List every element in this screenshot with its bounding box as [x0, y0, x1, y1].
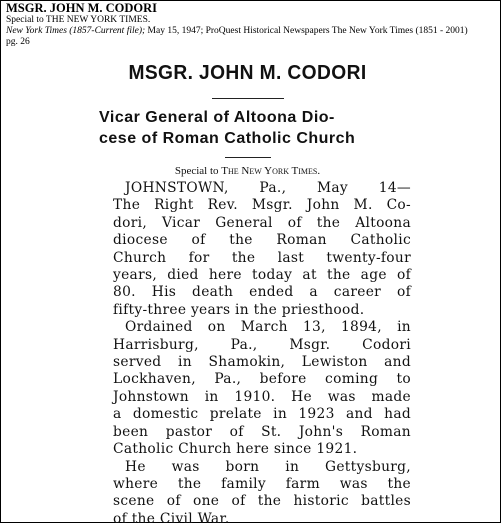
body-line: Catholic Church here since 1921. — [113, 441, 411, 458]
body-line: a domestic prelate in 1923 and had — [113, 406, 411, 423]
deck-divider — [225, 157, 271, 158]
article-deck — [99, 107, 410, 149]
citation-source-publication: New York Times (1857-Current file); — [6, 26, 145, 36]
body-line: Church for the last twenty-four — [113, 250, 411, 267]
article-clipping — [85, 60, 410, 528]
body-line: years, died here today at the age of — [113, 267, 411, 284]
paragraph-3 — [113, 459, 411, 528]
body-line: The Right Rev. Msgr. John M. Co- — [113, 197, 411, 214]
headline-divider — [212, 98, 284, 99]
article-body — [113, 180, 411, 528]
special-credit-prefix: Special to — [175, 165, 221, 177]
citation-title: MSGR. JOHN M. CODORI — [6, 2, 498, 15]
deck-line: Vicar General of Altoona Dio- — [99, 107, 410, 128]
body-line: been pastor of St. John's Roman — [113, 424, 411, 441]
body-line: scene of one of the historic battles — [113, 493, 411, 510]
body-line: of the Civil War. — [113, 511, 411, 528]
body-line: Ordained on March 13, 1894, in — [113, 319, 411, 336]
special-credit-paper: The New York Times. — [221, 165, 320, 177]
paragraph-2 — [113, 319, 411, 458]
article-headline: MSGR. JOHN M. CODORI — [92, 60, 404, 86]
body-line: diocese of the Roman Catholic — [113, 232, 411, 249]
body-line: Lockhaven, Pa., before coming to — [113, 371, 411, 388]
citation-source-details: May 15, 1947; ProQuest Historical Newspapers The New York Times (1851 - 2001) — [145, 26, 468, 36]
body-line: JOHNSTOWN, Pa., May 14— — [113, 180, 411, 197]
body-line: dori, Vicar General of the Altoona — [113, 215, 411, 232]
body-line: He was born in Gettysburg, — [113, 459, 411, 476]
body-line: 80. His death ended a career of — [113, 284, 411, 301]
body-line: served in Shamokin, Lewiston and — [113, 354, 411, 371]
citation-page: pg. 26 — [6, 37, 498, 48]
citation-source — [6, 26, 498, 37]
paragraph-1 — [113, 180, 411, 319]
deck-line: cese of Roman Catholic Church — [99, 128, 410, 149]
body-line: fifty-three years in the priesthood. — [113, 302, 411, 319]
body-line: where the family farm was the — [113, 476, 411, 493]
body-line: Johnstown in 1910. He was made — [113, 389, 411, 406]
body-line: Harrisburg, Pa., Msgr. Codori — [113, 337, 411, 354]
citation-special-line: Special to THE NEW YORK TIMES. — [6, 15, 498, 26]
citation-header — [6, 2, 498, 48]
special-credit — [85, 164, 410, 178]
